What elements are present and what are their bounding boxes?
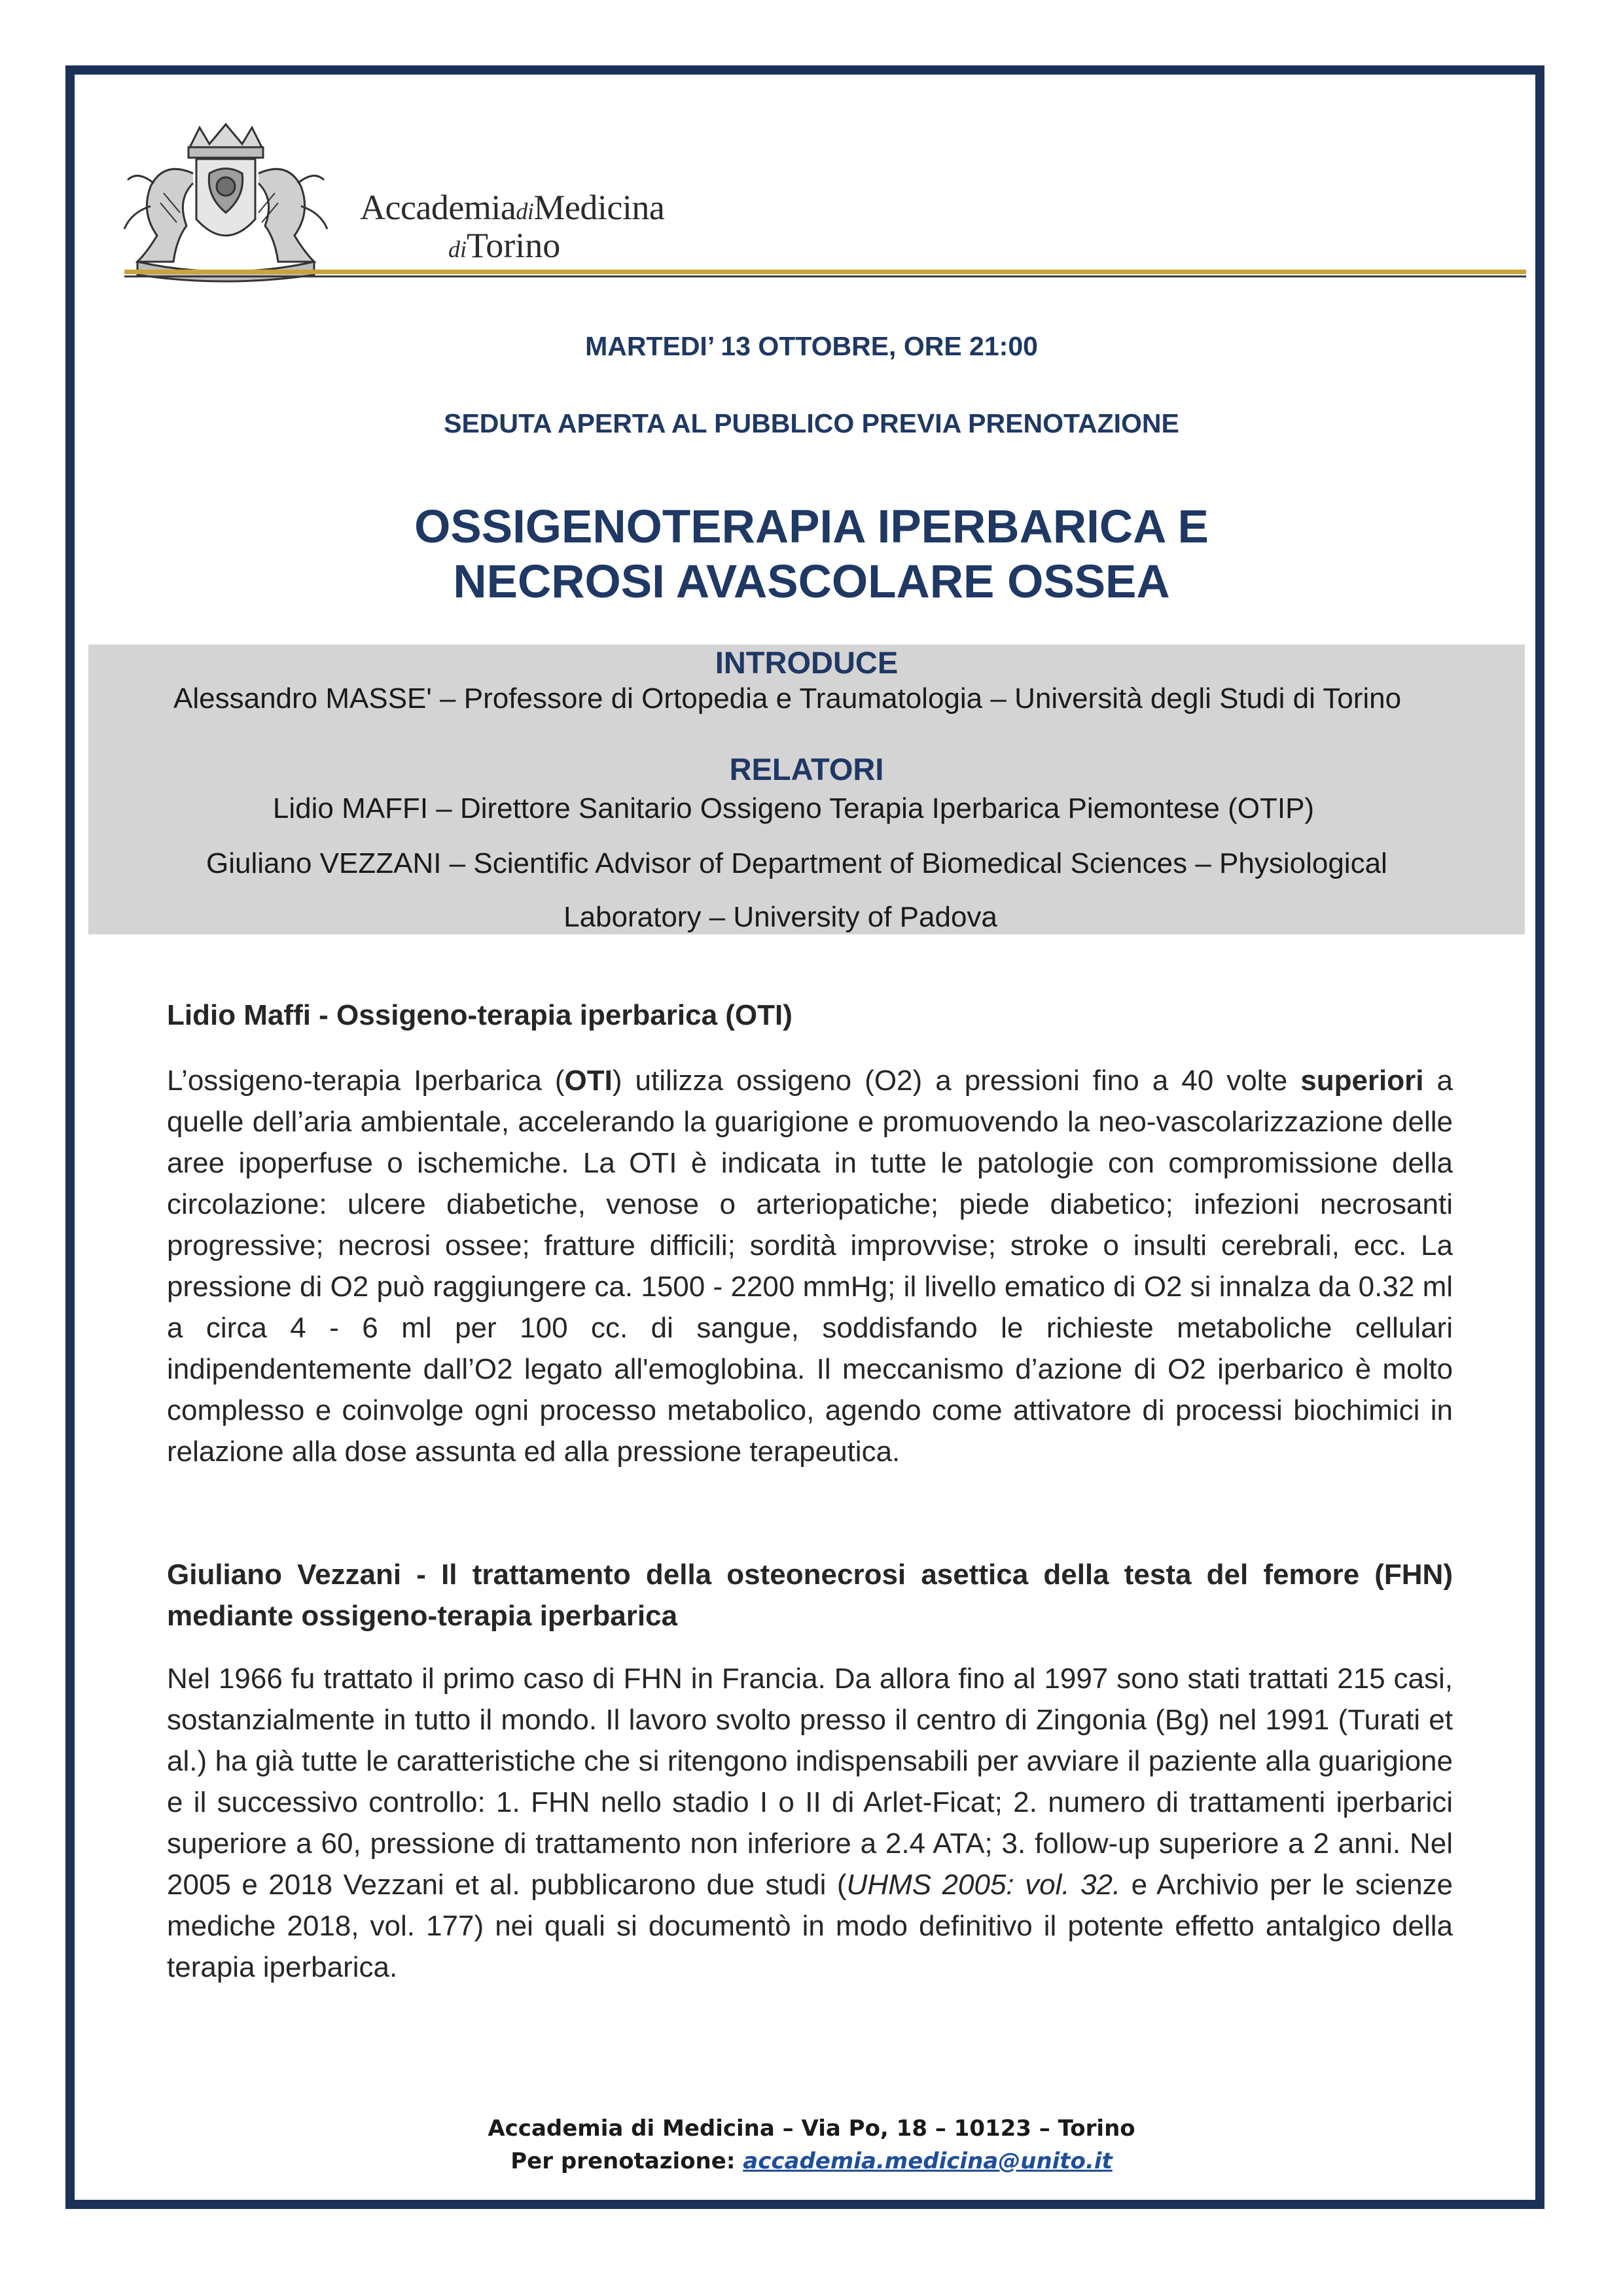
relatore-maffi: Lidio MAFFI – Direttore Sanitario Ossigeno Terapia Iperbarica Piemontese (OTIP) bbox=[272, 792, 1315, 824]
section1-text-c: ) utilizza ossigeno (O2) a pressioni fino a 40 volte bbox=[612, 1065, 1301, 1097]
section1-bold-oti: OTI bbox=[564, 1065, 613, 1097]
section1-bold-superiori: superiori bbox=[1300, 1065, 1424, 1097]
logo-word-accademia: Accademia bbox=[360, 188, 516, 227]
logo-word-medicina: Medicina bbox=[533, 188, 665, 227]
footer-address: Accademia di Medicina – Via Po, 18 – 10123 – Torino bbox=[488, 2115, 1135, 2142]
introduce-speaker: Alessandro MASSE' – Professore di Ortopedia e Traumatologia – Università degli Studi di Torino bbox=[173, 682, 1402, 715]
event-title-line1: OSSIGENOTERAPIA IPERBARICA E bbox=[414, 501, 1209, 553]
section1-heading: Lidio Maffi - Ossigeno-terapia iperbarica (OTI) bbox=[167, 999, 793, 1031]
event-title bbox=[0, 500, 1623, 610]
event-title-line2: NECROSI AVASCOLARE OSSEA bbox=[453, 556, 1170, 608]
academy-crest-logo bbox=[111, 121, 340, 288]
logo-word-di-2: di bbox=[448, 236, 467, 262]
logo-word-di: di bbox=[516, 198, 534, 224]
section2-heading: Giuliano Vezzani - Il trattamento della osteonecrosi asettica della testa del femore (FHN) mediante ossigeno-terapia iperbarica bbox=[167, 1559, 1453, 1632]
footer-booking bbox=[0, 2148, 1623, 2174]
introduce-label: INTRODUCE bbox=[715, 645, 899, 680]
section2-italic-citation: UHMS 2005: vol. 32. bbox=[846, 1869, 1121, 1901]
section2-text-c: e Archivio per le scienze mediche 2018, vol. 177) nei quali si documentò in modo definitivo il potente effetto antalgico della terapia iperbarica. bbox=[167, 1869, 1454, 1983]
section2-text-a: Nel 1966 fu trattato il primo caso di FHN in Francia. Da allora fino al 1997 sono stati trattati 215 casi, sostanzialmente in tutto il mondo. Il lavoro svolto presso il centro di Zingonia (Bg) nel 1991 (Turati et al.) ha già tutte le caratteristiche che si ritengono indispensabili per avviare il paziente alla guarigione e il successivo controllo: 1. FHN nello stadio I o II di Arlet-Ficat; 2. numero di trattamenti iperbarici superiore a 60, pressione di trattamento non inferiore a 2.4 ATA; 3. follow-up superiore a 2 anni. Nel 2005 e 2018 Vezzani et al. pubblicarono due studi ( bbox=[167, 1663, 1453, 1901]
relatore-vezzani-line2: Laboratory – University of Padova bbox=[563, 901, 997, 933]
section2-paragraph bbox=[167, 1658, 1453, 1988]
section1-text-a: L’ossigeno-terapia Iperbarica ( bbox=[167, 1065, 565, 1097]
academy-logo-text bbox=[360, 190, 664, 263]
footer-booking-label: Per prenotazione: bbox=[510, 2148, 743, 2174]
logo-word-torino: Torino bbox=[467, 226, 561, 265]
header-gold-rule bbox=[124, 270, 1526, 274]
relatore-vezzani-line1: Giuliano VEZZANI – Scientific Advisor of Department of Biomedical Sciences – Physiological bbox=[206, 847, 1387, 879]
event-datetime: MARTEDI’ 13 OTTOBRE, ORE 21:00 bbox=[585, 331, 1038, 361]
footer-email-link[interactable]: accademia.medicina@unito.it bbox=[743, 2148, 1113, 2174]
relatori-label: RELATORI bbox=[729, 752, 884, 786]
section1-paragraph bbox=[167, 1060, 1453, 1472]
header-dark-rule bbox=[124, 275, 1526, 277]
speakers-panel bbox=[88, 645, 1525, 934]
event-access-note: SEDUTA APERTA AL PUBBLICO PREVIA PRENOTAZIONE bbox=[444, 408, 1179, 438]
section1-text-e: a quelle dell’aria ambientale, accelerando la guarigione e promuovendo la neo-vascolarizzazione delle aree ipoperfuse o ischemiche. La OTI è indicata in tutte le patologie con compromissione della circolazione: ulcere diabetiche, venose o arteriopatiche; piede diabetico; infezioni necrosanti progressive; necrosi ossee; fratture difficili; sordità improvvise; stroke o insulti cerebrali, ecc. La pressione di O2 può raggiungere ca. 1500 - 2200 mmHg; il livello ematico di O2 si innalza da 0.32 ml a circa 4 - 6 ml per 100 cc. di sangue, soddisfando le richieste metaboliche cellulari indipendentemente dall’O2 legato all'emoglobina. Il meccanismo d’azione di O2 iperbarico è molto complesso e coinvolge ogni processo metabolico, agendo come attivatore di processi biochimici in relazione alla dose assunta ed alla pressione terapeutica. bbox=[167, 1065, 1453, 1468]
